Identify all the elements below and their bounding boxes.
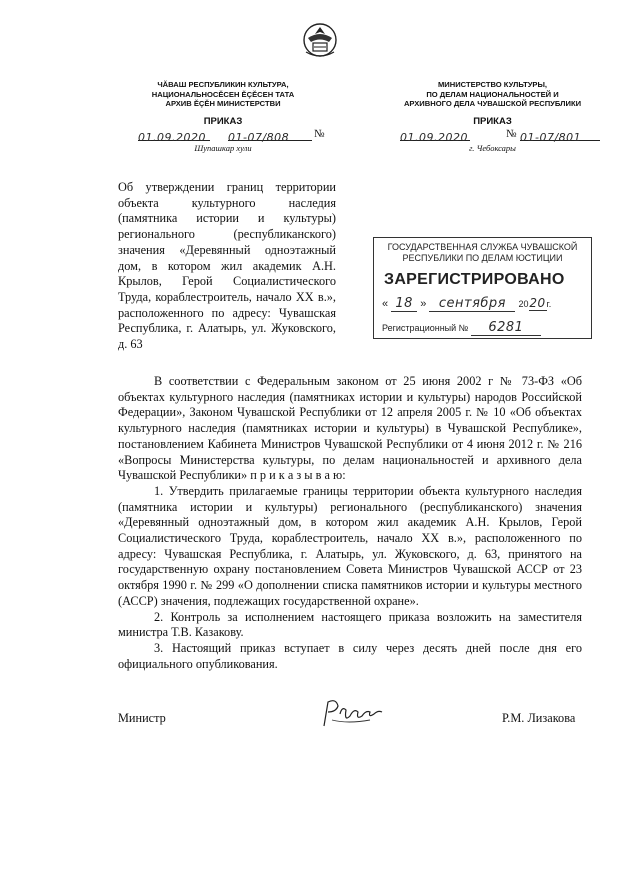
signature-name: Р.М. Лизакова (502, 711, 576, 725)
left-number-sign: № (314, 128, 325, 140)
right-doc-type: ПРИКАЗ (473, 116, 512, 127)
body-item-3: 3. Настоящий приказ вступает в силу через десять дней после дня его официального опубликования. (118, 640, 582, 671)
right-number-sign: № (506, 128, 517, 140)
stamp-reg-row (382, 320, 591, 336)
stamp-reg-label: Регистрационный № (382, 323, 469, 333)
left-org-line-2: НАЦИОНАЛЬНОСĔСЕН ĔÇĔСЕН ТАТА (151, 89, 295, 99)
right-number: 01-07/801 (520, 131, 582, 144)
right-org-line-3: АРХИВНОГО ДЕЛА ЧУВАШСКОЙ РЕСПУБЛИКИ (403, 99, 582, 109)
right-org-line-2: ПО ДЕЛАМ НАЦИОНАЛЬНОСТЕЙ И (426, 89, 559, 99)
left-number: 01-07/808 (228, 131, 290, 144)
left-doc-type: ПРИКАЗ (203, 116, 243, 127)
right-org-line-1: МИНИСТЕРСТВО КУЛЬТУРЫ, (437, 80, 548, 89)
document-title: Об утверждении границ территории объекта культурного наследия (памятника истории и культуры) регионального (республиканского) значения «Деревянный одноэтажный дом, в котором жил академик А.Н. Крылов, Герой Социалистического Труда, кораблестроитель, начало XX в.», расположенного по адресу: Чувашская Республика, г. Алатырь, ул. Жуковского, д. 63 (118, 180, 336, 352)
coat-of-arms-emblem (296, 18, 344, 62)
document-body (118, 374, 582, 672)
right-date-line (400, 128, 470, 144)
stamp-year-unit: г. (546, 299, 552, 309)
body-preamble: В соответствии с Федеральным законом от 25 июня 2002 г № 73-ФЗ «Об объектах культурного наследия (памятниках истории и культуры) народов Российской Федерации», Законом Чувашской Республики от 12 апреля 2005 г. № 10 «Об объектах культурного наследия (памятниках истории и культуры) в Чувашской Республике», постановлением Кабинета Министров Чувашской Республики от 4 июня 2012 г. № 216 «Вопросы Министерства культуры, по делам национальностей и архивного дела Чувашской Республики» п р и к а з ы в а ю: (118, 374, 582, 483)
left-number-line (228, 128, 312, 144)
left-city: Шупашкар хули (194, 143, 252, 153)
left-org-line-1: ЧĂВАШ РЕСПУБЛИКИН КУЛЬТУРА, (157, 80, 289, 89)
stamp-registered: ЗАРЕГИСТРИРОВАНО (384, 271, 565, 288)
stamp-day: 18 (391, 296, 417, 312)
right-date: 01.09.2020 (400, 131, 468, 144)
right-number-line (520, 128, 600, 144)
stamp-year-suffix: 20 (529, 296, 546, 310)
left-org-header (118, 80, 328, 109)
left-org-line-3: АРХИВ ĔÇĔН МИНИСТЕРСТВИ (165, 99, 281, 109)
registration-stamp (373, 237, 592, 339)
signature-position: Министр (118, 711, 166, 725)
stamp-quote-open: « (382, 298, 389, 310)
left-date: 01.09.2020 (138, 131, 206, 144)
handwritten-signature (318, 696, 388, 732)
stamp-quote-close: » (420, 298, 427, 310)
right-org-header (370, 80, 615, 109)
body-item-1: 1. Утвердить прилагаемые границы территории объекта культурного наследия (памятника истории и культуры) регионального (республиканского) значения «Деревянный одноэтажный дом, в котором жил академик А.Н. Крылов, Герой Социалистического Труда, кораблестроитель, начало XX в.», расположенного по адресу: Чувашская Республика, г. Алатырь, ул. Жуковского, д. 63, принятого на государственную охрану постановлением Совета Министров Чувашской АССР от 23 октября 1990 г. № 299 «О дополнении списка памятников истории и культуры местного (АССР) значения, подлежащих государственной охране». (118, 483, 582, 608)
stamp-month: сентября (429, 296, 515, 312)
stamp-line-1: ГОСУДАРСТВЕННАЯ СЛУЖБА ЧУВАШСКОЙ (387, 242, 578, 252)
body-item-2: 2. Контроль за исполнением настоящего приказа возложить на заместителя министра Т.В. Казакову. (118, 609, 582, 640)
stamp-date-row (382, 296, 591, 312)
stamp-reg-number: 6281 (471, 320, 541, 336)
stamp-year-prefix: 20 (518, 299, 529, 309)
left-date-line (138, 128, 210, 144)
right-city: г. Чебоксары (469, 143, 516, 153)
stamp-line-2: РЕСПУБЛИКИ ПО ДЕЛАМ ЮСТИЦИИ (402, 253, 563, 263)
